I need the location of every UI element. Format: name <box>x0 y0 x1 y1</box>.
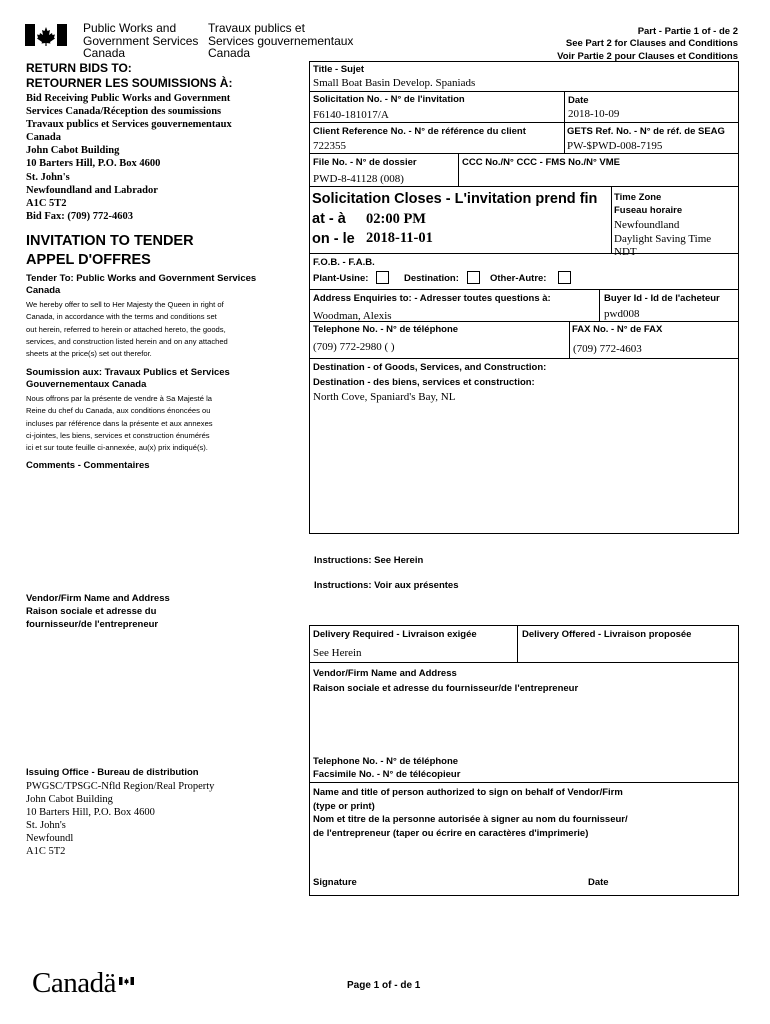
name-title-line: Nom et titre de la personne autorisée à signer au nom du fournisseur/ <box>313 814 628 825</box>
destination-goods-label <box>313 360 546 390</box>
tel-fax-labels <box>313 755 460 781</box>
other-checkbox[interactable] <box>558 271 571 284</box>
instructions-fr: Instructions: Voir aux présentes <box>314 580 459 591</box>
time-zone-label <box>614 192 682 217</box>
wordmark-flag-icon <box>119 972 134 980</box>
return-bids-en: RETURN BIDS TO: <box>26 61 132 75</box>
address-line: A1C 5T2 <box>26 197 67 209</box>
at-label: at - à <box>312 211 346 227</box>
destination-label: Destination: <box>404 273 459 284</box>
issuing-line: Newfoundl <box>26 833 74 844</box>
dept-fr-line: Travaux publics et <box>208 21 305 35</box>
soumission-aux <box>26 367 230 391</box>
tender-text-line: Canada, in accordance with the terms and conditions set <box>26 312 217 322</box>
name-title-line: (type or print) <box>313 800 375 812</box>
signature-label: Signature <box>313 877 357 888</box>
tender-text-line: incluses par référence dans la présente et aux annexes <box>26 418 213 428</box>
plant-label: Plant-Usine: <box>313 273 369 284</box>
file-no-value: PWD-8-41128 (008) <box>313 173 404 185</box>
file-no-label: File No. - N° de dossier <box>313 157 417 168</box>
instructions-en: Instructions: See Herein <box>314 555 424 566</box>
vendor-label-line: Vendor/Firm Name and Address <box>26 593 170 604</box>
destination-goods-value: North Cove, Spaniard's Bay, NL <box>313 391 456 403</box>
address-line: St. John's <box>26 171 70 183</box>
date-value: 2018-10-09 <box>568 108 620 120</box>
vendor-label-left <box>26 592 170 631</box>
tz-label-line: Fuseau horaire <box>614 204 683 216</box>
issuing-line: A1C 5T2 <box>26 846 66 857</box>
issuing-line: St. John's <box>26 820 66 831</box>
invitation-title-en: INVITATION TO TENDER <box>26 233 194 249</box>
gets-ref-label: GETS Ref. No. - N° de réf. de SEAG <box>567 126 725 137</box>
tender-text-line: ci-jointes, les biens, services et construction énumérés <box>26 430 210 440</box>
ccc-no-label: CCC No./N° CCC - FMS No./N° VME <box>462 157 621 168</box>
tz-label-line: Time Zone <box>614 192 662 203</box>
solicitation-closes-label: Solicitation Closes - L'invitation prend fin <box>312 191 598 207</box>
department-name-en <box>83 22 198 60</box>
issuing-office-label: Issuing Office - Bureau de distribution <box>26 767 199 778</box>
tender-text-line: We hereby offer to sell to Her Majesty the Queen in right of <box>26 300 224 309</box>
soumission-line: Gouvernementaux Canada <box>26 379 147 390</box>
closing-date-value: 2018-11-01 <box>366 230 433 246</box>
signature-date-label: Date <box>588 877 609 888</box>
address-line: Newfoundland and Labrador <box>26 184 158 196</box>
department-name-fr <box>208 22 353 60</box>
solicitation-no-value: F6140-181017/A <box>313 109 389 121</box>
see-part-fr: Voir Partie 2 pour Clauses et Conditions <box>557 50 738 62</box>
dept-en-line: Government Services <box>83 33 199 48</box>
solicitation-no-label: Solicitation No. - N° de l'invitation <box>313 94 465 105</box>
issuing-line: John Cabot Building <box>26 794 113 805</box>
see-part-en: See Part 2 for Clauses and Conditions <box>565 38 738 50</box>
name-title-line: de l'entrepreneur (taper ou écrire en caractères d'imprimerie) <box>313 827 589 839</box>
closing-time-value: 02:00 PM <box>366 211 426 227</box>
date-label: Date <box>568 95 589 106</box>
dept-fr-line: Canada <box>208 46 251 60</box>
delivery-required-value: See Herein <box>313 647 362 659</box>
issuing-line: 10 Barters Hill, P.O. Box 4600 <box>26 807 155 818</box>
telephone-value: (709) 772-2980 ( ) <box>313 341 395 353</box>
tender-text-line: Reine du chef du Canada, aux conditions énoncées ou <box>26 406 211 416</box>
vendor-name-address-field[interactable] <box>312 698 734 750</box>
canada-wordmark: Canadä <box>32 967 116 999</box>
address-enquiries-value: Woodman, Alexis <box>313 310 392 322</box>
tender-to-line: Canada <box>26 285 61 296</box>
fax-label: FAX No. - N° de FAX <box>572 324 663 335</box>
tender-text-line: out herein, referred to herein or attached hereto, the goods, <box>26 324 226 334</box>
tz-value-line: Newfoundland <box>614 219 680 231</box>
issuing-line: PWGSC/TPSGC-Nfld Region/Real Property <box>26 781 215 792</box>
telephone-label: Telephone No. - N° de téléphone <box>313 324 459 335</box>
invitation-title <box>26 232 194 270</box>
authorized-name-label <box>313 786 628 840</box>
address-line: 10 Barters Hill, P.O. Box 4600 <box>26 158 161 170</box>
address-enquiries-label: Address Enquiries to: - Adresser toutes questions à: <box>313 293 551 304</box>
tender-text-line: services, and construction listed herein and on any attached <box>26 336 228 346</box>
dest-goods-label-line: Destination - of Goods, Services, and Construction: <box>313 362 547 373</box>
gets-ref-value: PW-$PWD-008-7195 <box>567 140 663 152</box>
authorized-name-field[interactable] <box>312 842 734 872</box>
return-bids-heading <box>26 61 232 91</box>
invitation-title-fr: APPEL D'OFFRES <box>26 252 151 268</box>
vendor-tel-label: Telephone No. - N° de téléphone <box>313 756 459 767</box>
plant-checkbox[interactable] <box>376 271 389 284</box>
fob-label: F.O.B. - F.A.B. <box>313 257 375 268</box>
delivery-required-label: Delivery Required - Livraison exigée <box>313 629 477 640</box>
vendor-box-label <box>313 666 578 696</box>
tender-text-line: sheets at the price(s) set out therefor. <box>26 349 152 359</box>
buyer-id-value: pwd008 <box>604 308 640 320</box>
dept-en-line: Public Works and <box>83 21 177 35</box>
address-line: Bid Receiving Public Works and Government <box>26 93 231 104</box>
client-ref-value: 722355 <box>313 140 346 152</box>
buyer-id-label: Buyer Id - Id de l'acheteur <box>604 293 720 304</box>
tz-value-line: Daylight Saving Time <box>614 232 712 245</box>
soumission-line: Soumission aux: Travaux Publics et Services <box>26 367 230 378</box>
tender-to-line: Tender To: Public Works and Government Services <box>26 273 257 284</box>
client-ref-label: Client Reference No. - N° de référence du client <box>313 126 526 137</box>
other-label: Other-Autre: <box>490 273 547 284</box>
dept-fr-line: Services gouvernementaux <box>208 33 354 48</box>
return-bids-fr: RETOURNER LES SOUMISSIONS À: <box>26 76 233 90</box>
part-number: Part - Partie 1 of - de 2 <box>637 26 738 37</box>
on-label: on - le <box>312 231 355 247</box>
page-number: Page 1 of - de 1 <box>347 980 421 991</box>
tender-text-line: ici et sur toute feuille ci-annexée, au(x) prix indiqué(s). <box>26 443 208 453</box>
tender-text-line: Nous offrons par la présente de vendre à Sa Majesté la <box>26 394 213 403</box>
address-line: Services Canada/Réception des soumissions <box>26 106 222 118</box>
address-line: Canada <box>26 132 62 144</box>
vendor-label-line: Raison sociale et adresse du <box>26 606 157 617</box>
tender-to <box>26 273 256 297</box>
issuing-office-address <box>26 780 214 858</box>
title-value: Small Boat Basin Develop. Spaniads <box>313 77 476 89</box>
delivery-offered-label: Delivery Offered - Livraison proposée <box>522 629 692 640</box>
vendor-box-label-line: Raison sociale et adresse du fournisseur/de l'entrepreneur <box>313 683 579 694</box>
tz-value-line: NDT <box>614 246 637 258</box>
fax-value: (709) 772-4603 <box>573 343 642 355</box>
vendor-box-label-line: Vendor/Firm Name and Address <box>313 668 457 679</box>
bid-receiving-address <box>26 92 232 223</box>
part-info <box>557 26 738 63</box>
tender-text-en <box>26 299 228 360</box>
address-line: Travaux publics et Services gouvernementaux <box>26 119 232 131</box>
canada-flag-icon <box>25 24 67 46</box>
comments-label: Comments - Commentaires <box>26 460 150 471</box>
title-label: Title - Sujet <box>313 64 365 75</box>
dept-en-line: Canada <box>83 46 126 60</box>
name-title-line: Name and title of person authorized to sign on behalf of Vendor/Firm <box>313 787 623 798</box>
vendor-fax-label: Facsimile No. - N° de télécopieur <box>313 769 461 780</box>
tender-text-fr <box>26 393 213 454</box>
vendor-label-line: fournisseur/de l'entrepreneur <box>26 619 159 630</box>
dest-goods-label-line: Destination - des biens, services et construction: <box>313 377 535 388</box>
address-line: John Cabot Building <box>26 145 120 157</box>
bid-fax-line: Bid Fax: (709) 772-4603 <box>26 210 134 222</box>
destination-checkbox[interactable] <box>467 271 480 284</box>
